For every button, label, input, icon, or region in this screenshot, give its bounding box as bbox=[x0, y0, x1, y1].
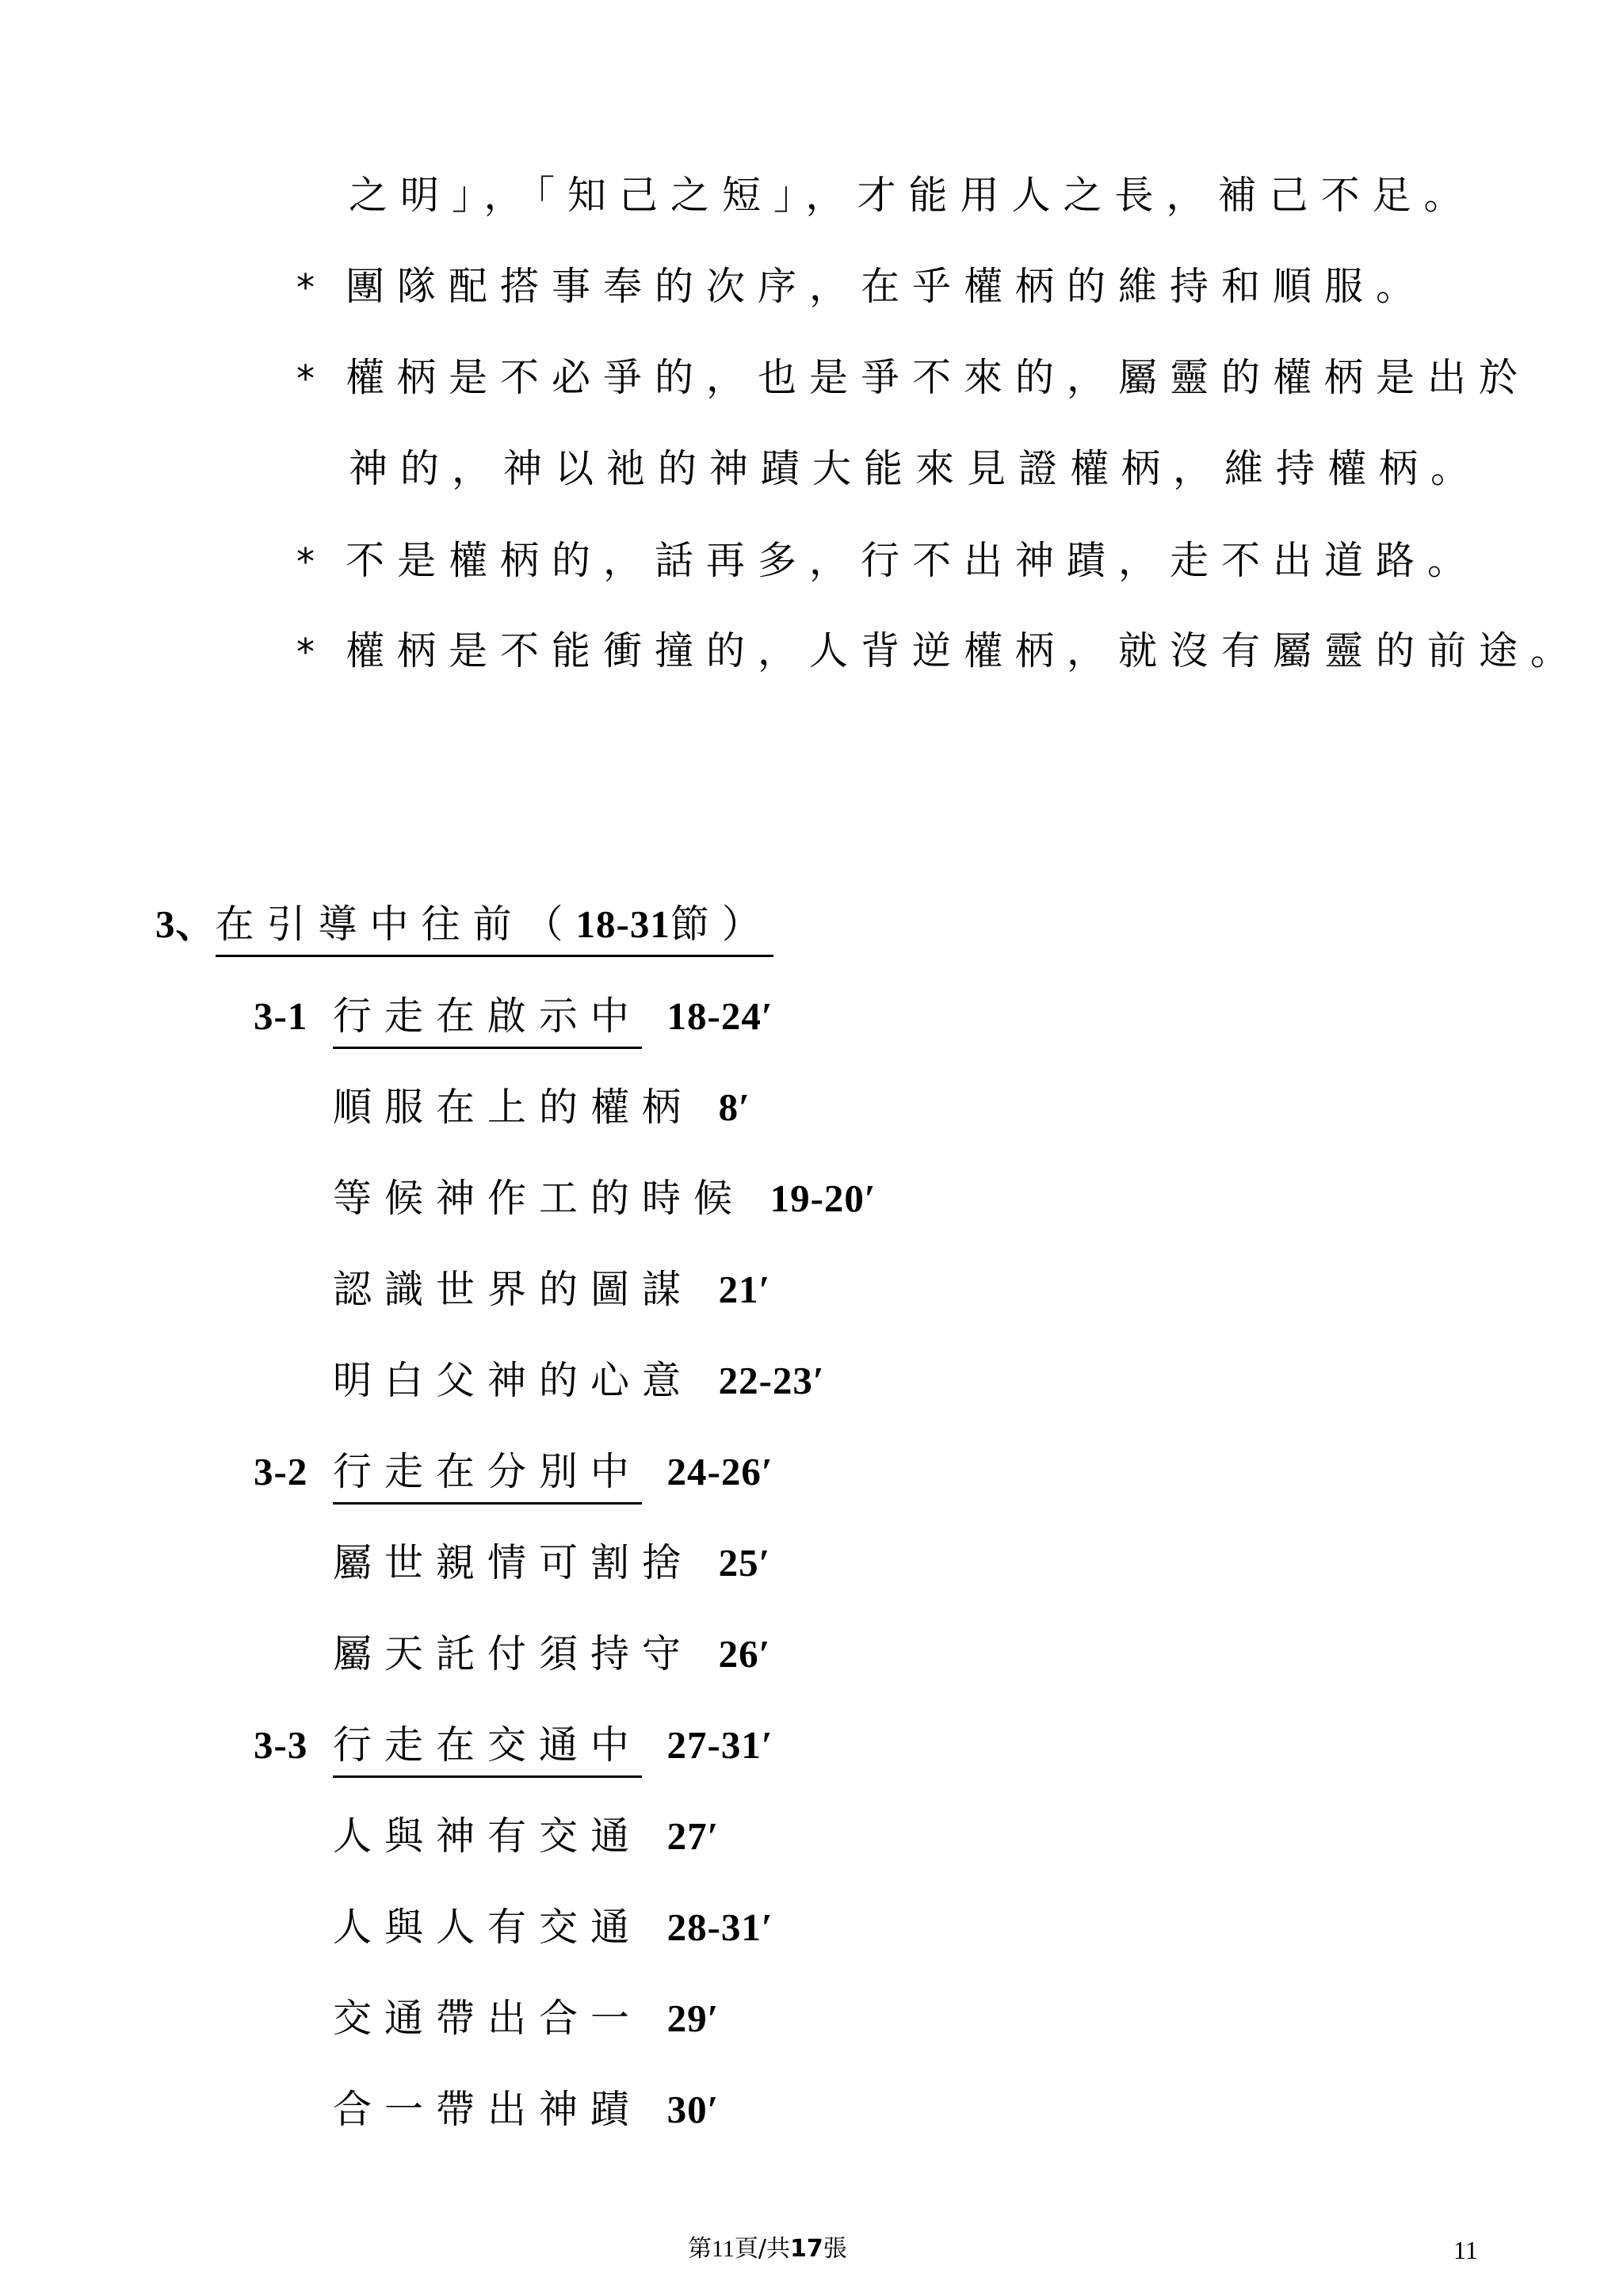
subsection-3-1-title: 行走在啟示中 bbox=[333, 997, 642, 1049]
footer-page: 11 bbox=[712, 2236, 735, 2262]
bullet-star-3: * bbox=[296, 540, 315, 583]
section-3-title-suffix: 節） bbox=[670, 902, 773, 947]
list-item-text: 順服在上的權柄 bbox=[333, 1085, 694, 1130]
footer-middle: 頁/共 bbox=[734, 2235, 790, 2263]
list-item bbox=[333, 1085, 750, 1130]
list-item-ref: 27′ bbox=[666, 1814, 720, 1858]
list-item bbox=[333, 1631, 771, 1676]
list-item-ref: 19-20′ bbox=[769, 1177, 876, 1220]
section-3-title bbox=[215, 902, 773, 957]
list-item-text: 人與神有交通 bbox=[333, 1814, 643, 1859]
subsection-3-1-heading bbox=[254, 994, 773, 1049]
list-item-text: 屬天託付須持守 bbox=[333, 1631, 694, 1676]
footer-prefix: 第 bbox=[688, 2235, 712, 2263]
list-item-text: 交通帶出合一 bbox=[333, 1996, 643, 2041]
list-item-ref: 8′ bbox=[718, 1085, 750, 1129]
bullet-item-4: 權柄是不能衝撞的，人背逆權柄，就沒有屬靈的前途。 bbox=[346, 628, 1583, 673]
section-3-heading bbox=[155, 902, 773, 957]
list-item-ref: 26′ bbox=[718, 1632, 771, 1676]
bullet-item-2-continuation: 神的，神以祂的神蹟大能來見證權柄，維持權柄。 bbox=[349, 446, 1483, 491]
list-item-ref: 30′ bbox=[666, 2088, 720, 2131]
bullet-continuation-line: 之明」，「知己之短」，才能用人之長，補己不足。 bbox=[349, 173, 1476, 218]
bullet-item-2: 權柄是不必爭的，也是爭不來的，屬靈的權柄是出於 bbox=[346, 355, 1531, 400]
subsection-3-3-title: 行走在交通中 bbox=[333, 1726, 642, 1778]
list-item bbox=[333, 1814, 720, 1859]
list-item bbox=[333, 1540, 771, 1585]
page-number: 11 bbox=[1453, 2236, 1478, 2264]
list-item-text: 人與人有交通 bbox=[333, 1905, 643, 1950]
section-3-title-text: 在引導中往前（ bbox=[215, 902, 576, 947]
list-item bbox=[333, 1996, 720, 2041]
list-item-ref: 28-31′ bbox=[666, 1905, 773, 1949]
subsection-3-2-number: 3-2 bbox=[254, 1450, 308, 1493]
list-item-text: 認識世界的圖謀 bbox=[333, 1267, 694, 1312]
bullet-star-4: * bbox=[296, 631, 315, 673]
list-item bbox=[333, 1176, 876, 1221]
list-item-text: 等候神作工的時候 bbox=[333, 1176, 746, 1221]
list-item bbox=[333, 2087, 720, 2132]
list-item-ref: 25′ bbox=[718, 1541, 771, 1585]
section-3-range: 18-31 bbox=[575, 902, 670, 946]
subsection-3-1-range: 18-24′ bbox=[666, 994, 773, 1038]
subsection-3-3-range: 27-31′ bbox=[666, 1723, 773, 1767]
list-item bbox=[333, 1267, 771, 1312]
list-item bbox=[333, 1905, 773, 1950]
subsection-3-2-range: 24-26′ bbox=[666, 1450, 773, 1493]
bullet-item-3: 不是權柄的，話再多，行不出神蹟，走不出道路。 bbox=[346, 538, 1480, 583]
section-3-number: 3、 bbox=[155, 902, 216, 946]
footer-total: 17 bbox=[790, 2235, 823, 2263]
list-item-ref: 21′ bbox=[718, 1268, 771, 1311]
subsection-3-2-title: 行走在分別中 bbox=[333, 1452, 642, 1505]
bullet-star-2: * bbox=[296, 357, 315, 400]
list-item-ref: 29′ bbox=[666, 1997, 720, 2040]
subsection-3-3-heading bbox=[254, 1722, 773, 1778]
list-item-ref: 22-23′ bbox=[718, 1359, 825, 1402]
list-item-text: 屬世親情可割捨 bbox=[333, 1540, 694, 1585]
subsection-3-3-number: 3-3 bbox=[254, 1723, 308, 1767]
subsection-3-2-heading bbox=[254, 1449, 773, 1505]
subsection-3-1-number: 3-1 bbox=[254, 994, 308, 1038]
page-footer bbox=[688, 2237, 847, 2261]
list-item-text: 合一帶出神蹟 bbox=[333, 2087, 643, 2132]
list-item bbox=[333, 1358, 825, 1403]
list-item-text: 明白父神的心意 bbox=[333, 1358, 694, 1403]
bullet-item-1: 團隊配搭事奉的次序，在乎權柄的維持和順服。 bbox=[346, 264, 1428, 309]
bullet-star-1: * bbox=[296, 266, 315, 309]
footer-suffix: 張 bbox=[823, 2235, 847, 2263]
